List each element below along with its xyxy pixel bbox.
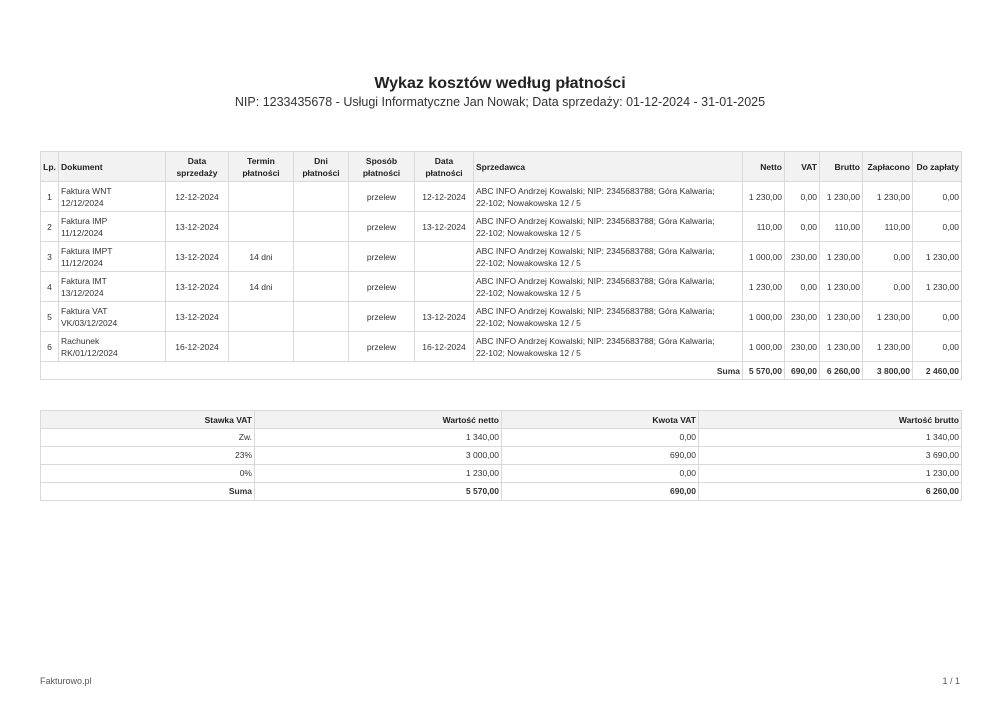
cell-data-platnosci: 13-12-2024	[415, 302, 474, 332]
cell-zaplacono: 0,00	[863, 272, 913, 302]
cell-stawka: Zw.	[41, 429, 255, 447]
cell-dni	[294, 212, 349, 242]
cell-sposob: przelew	[349, 332, 415, 362]
cell-dokument	[59, 212, 166, 242]
cell-sprzedawca	[474, 332, 743, 362]
cell-wartosc-netto: 3 000,00	[255, 447, 502, 465]
cell-data-platnosci: 16-12-2024	[415, 332, 474, 362]
page-title: Wykaz kosztów według płatności	[374, 75, 626, 92]
cell-netto: 1 000,00	[743, 242, 785, 272]
sum-do-zaplaty: 2 460,00	[913, 362, 962, 380]
cell-dokument	[59, 242, 166, 272]
cell-dni	[294, 182, 349, 212]
vat-sum-row	[41, 483, 962, 501]
vat-summary-table	[40, 410, 962, 501]
cell-brutto: 1 230,00	[820, 332, 863, 362]
vat-sum-netto: 5 570,00	[255, 483, 502, 501]
cell-termin	[229, 212, 294, 242]
cell-brutto: 1 230,00	[820, 302, 863, 332]
cell-data-platnosci: 13-12-2024	[415, 212, 474, 242]
cell-vat: 0,00	[785, 212, 820, 242]
sum-brutto: 6 260,00	[820, 362, 863, 380]
cell-data-sprzedazy: 13-12-2024	[166, 302, 229, 332]
table-row	[41, 302, 962, 332]
header-sprzedawca: Sprzedawca	[474, 152, 743, 182]
cell-netto: 1 000,00	[743, 332, 785, 362]
cell-vat: 230,00	[785, 332, 820, 362]
table-row	[41, 272, 962, 302]
cell-dni	[294, 272, 349, 302]
cell-wartosc-netto: 1 340,00	[255, 429, 502, 447]
vat-sum-label: Suma	[41, 483, 255, 501]
sum-zaplacono: 3 800,00	[863, 362, 913, 380]
header-dni-platnosci: Dni płatności	[294, 152, 349, 182]
vat-sum-kwota: 690,00	[502, 483, 699, 501]
header-data-platnosci: Data płatności	[415, 152, 474, 182]
cell-netto: 1 000,00	[743, 302, 785, 332]
cell-vat: 0,00	[785, 272, 820, 302]
cell-data-sprzedazy: 12-12-2024	[166, 182, 229, 212]
sum-vat: 690,00	[785, 362, 820, 380]
cell-termin	[229, 302, 294, 332]
sprzedawca-line-2: 22-102; Nowakowska 12 / 5	[476, 317, 581, 328]
sum-netto: 5 570,00	[743, 362, 785, 380]
cell-do-zaplaty: 0,00	[913, 332, 962, 362]
costs-table	[40, 151, 962, 380]
dokument-line-2: VK/03/12/2024	[61, 317, 118, 328]
cell-stawka: 23%	[41, 447, 255, 465]
header-data-sprzedazy: Data sprzedaży	[166, 152, 229, 182]
page-subtitle: NIP: 1233435678 - Usługi Informatyczne Jan Nowak; Data sprzedaży: 01-12-2024 - 31-01-2025	[234, 95, 766, 109]
cell-termin: 14 dni	[229, 242, 294, 272]
dokument-line-1: Faktura IMPT	[61, 245, 113, 256]
cell-zaplacono: 1 230,00	[863, 302, 913, 332]
cell-netto: 1 230,00	[743, 182, 785, 212]
dokument-line-1: Rachunek	[61, 335, 100, 346]
cell-dni	[294, 302, 349, 332]
cell-stawka: 0%	[41, 465, 255, 483]
cell-dokument	[59, 332, 166, 362]
sprzedawca-line-2: 22-102; Nowakowska 12 / 5	[476, 227, 581, 238]
cell-vat: 230,00	[785, 302, 820, 332]
dokument-line-2: 11/12/2024	[61, 257, 103, 268]
dokument-line-1: Faktura WNT	[61, 185, 112, 196]
sprzedawca-line-2: 22-102; Nowakowska 12 / 5	[476, 197, 581, 208]
cell-lp: 4	[41, 272, 59, 302]
sum-label: Suma	[41, 362, 743, 380]
page-number: 1 / 1	[942, 676, 960, 686]
header-termin-platnosci: Termin płatności	[229, 152, 294, 182]
cell-lp: 3	[41, 242, 59, 272]
header-stawka-vat: Stawka VAT	[41, 411, 255, 429]
cell-termin: 14 dni	[229, 272, 294, 302]
sprzedawca-line-1: ABC INFO Andrzej Kowalski; NIP: 2345683788; Góra Kalwaria;	[476, 335, 715, 346]
footer-brand: Fakturowo.pl	[40, 676, 92, 686]
cell-sprzedawca	[474, 302, 743, 332]
cell-vat: 230,00	[785, 242, 820, 272]
cell-dokument	[59, 302, 166, 332]
cell-dokument	[59, 272, 166, 302]
cell-sprzedawca	[474, 182, 743, 212]
cell-netto: 110,00	[743, 212, 785, 242]
cell-do-zaplaty: 1 230,00	[913, 272, 962, 302]
vat-header-row	[41, 411, 962, 429]
cell-dni	[294, 242, 349, 272]
cell-termin	[229, 182, 294, 212]
cell-do-zaplaty: 0,00	[913, 302, 962, 332]
vat-row	[41, 429, 962, 447]
table-row	[41, 182, 962, 212]
cell-sposob: przelew	[349, 182, 415, 212]
cell-data-sprzedazy: 16-12-2024	[166, 332, 229, 362]
cell-brutto: 1 230,00	[820, 272, 863, 302]
cell-data-platnosci	[415, 272, 474, 302]
table-row	[41, 212, 962, 242]
cell-lp: 1	[41, 182, 59, 212]
header-kwota-vat: Kwota VAT	[502, 411, 699, 429]
cell-dokument	[59, 182, 166, 212]
cell-sposob: przelew	[349, 212, 415, 242]
header-zaplacono: Zapłacono	[863, 152, 913, 182]
table-header-row	[41, 152, 962, 182]
sprzedawca-line-1: ABC INFO Andrzej Kowalski; NIP: 2345683788; Góra Kalwaria;	[476, 245, 715, 256]
cell-data-platnosci: 12-12-2024	[415, 182, 474, 212]
cell-wartosc-brutto: 1 230,00	[699, 465, 962, 483]
vat-row	[41, 465, 962, 483]
cell-lp: 2	[41, 212, 59, 242]
header-vat: VAT	[785, 152, 820, 182]
cell-wartosc-brutto: 1 340,00	[699, 429, 962, 447]
cell-sposob: przelew	[349, 242, 415, 272]
cell-sposob: przelew	[349, 302, 415, 332]
cell-zaplacono: 1 230,00	[863, 182, 913, 212]
cell-netto: 1 230,00	[743, 272, 785, 302]
sprzedawca-line-1: ABC INFO Andrzej Kowalski; NIP: 2345683788; Góra Kalwaria;	[476, 185, 715, 196]
cell-wartosc-brutto: 3 690,00	[699, 447, 962, 465]
cell-lp: 6	[41, 332, 59, 362]
cell-kwota-vat: 0,00	[502, 465, 699, 483]
header-netto: Netto	[743, 152, 785, 182]
table-row	[41, 242, 962, 272]
cell-do-zaplaty: 0,00	[913, 182, 962, 212]
cell-brutto: 1 230,00	[820, 182, 863, 212]
sprzedawca-line-2: 22-102; Nowakowska 12 / 5	[476, 257, 581, 268]
cell-do-zaplaty: 1 230,00	[913, 242, 962, 272]
cell-kwota-vat: 690,00	[502, 447, 699, 465]
dokument-line-1: Faktura IMP	[61, 215, 108, 226]
dokument-line-2: 12/12/2024	[61, 197, 104, 208]
cell-termin	[229, 332, 294, 362]
dokument-line-1: Faktura IMT	[61, 275, 107, 286]
header-wartosc-brutto: Wartość brutto	[699, 411, 962, 429]
sprzedawca-line-1: ABC INFO Andrzej Kowalski; NIP: 2345683788; Góra Kalwaria;	[476, 305, 715, 316]
header-wartosc-netto: Wartość netto	[255, 411, 502, 429]
header-dokument: Dokument	[59, 152, 166, 182]
sprzedawca-line-2: 22-102; Nowakowska 12 / 5	[476, 287, 581, 298]
table-row	[41, 332, 962, 362]
cell-data-sprzedazy: 13-12-2024	[166, 242, 229, 272]
cell-data-sprzedazy: 13-12-2024	[166, 212, 229, 242]
dokument-line-2: RK/01/12/2024	[61, 347, 118, 358]
header-sposob-platnosci: Sposób płatności	[349, 152, 415, 182]
header-do-zaplaty: Do zapłaty	[913, 152, 962, 182]
cell-vat: 0,00	[785, 182, 820, 212]
sprzedawca-line-1: ABC INFO Andrzej Kowalski; NIP: 2345683788; Góra Kalwaria;	[476, 275, 715, 286]
cell-dni	[294, 332, 349, 362]
header-brutto: Brutto	[820, 152, 863, 182]
cell-zaplacono: 0,00	[863, 242, 913, 272]
header-lp: Lp.	[41, 152, 59, 182]
vat-sum-brutto: 6 260,00	[699, 483, 962, 501]
sprzedawca-line-2: 22-102; Nowakowska 12 / 5	[476, 347, 581, 358]
cell-lp: 5	[41, 302, 59, 332]
vat-row	[41, 447, 962, 465]
sprzedawca-line-1: ABC INFO Andrzej Kowalski; NIP: 2345683788; Góra Kalwaria;	[476, 215, 715, 226]
cell-sprzedawca	[474, 212, 743, 242]
cell-data-sprzedazy: 13-12-2024	[166, 272, 229, 302]
cell-zaplacono: 1 230,00	[863, 332, 913, 362]
dokument-line-1: Faktura VAT	[61, 305, 108, 316]
cell-brutto: 1 230,00	[820, 242, 863, 272]
dokument-line-2: 11/12/2024	[61, 227, 103, 238]
sum-row	[41, 362, 962, 380]
dokument-line-2: 13/12/2024	[61, 287, 104, 298]
cell-do-zaplaty: 0,00	[913, 212, 962, 242]
cell-sprzedawca	[474, 272, 743, 302]
cell-zaplacono: 110,00	[863, 212, 913, 242]
cell-wartosc-netto: 1 230,00	[255, 465, 502, 483]
cell-kwota-vat: 0,00	[502, 429, 699, 447]
cell-sprzedawca	[474, 242, 743, 272]
cell-sposob: przelew	[349, 272, 415, 302]
cell-brutto: 110,00	[820, 212, 863, 242]
cell-data-platnosci	[415, 242, 474, 272]
